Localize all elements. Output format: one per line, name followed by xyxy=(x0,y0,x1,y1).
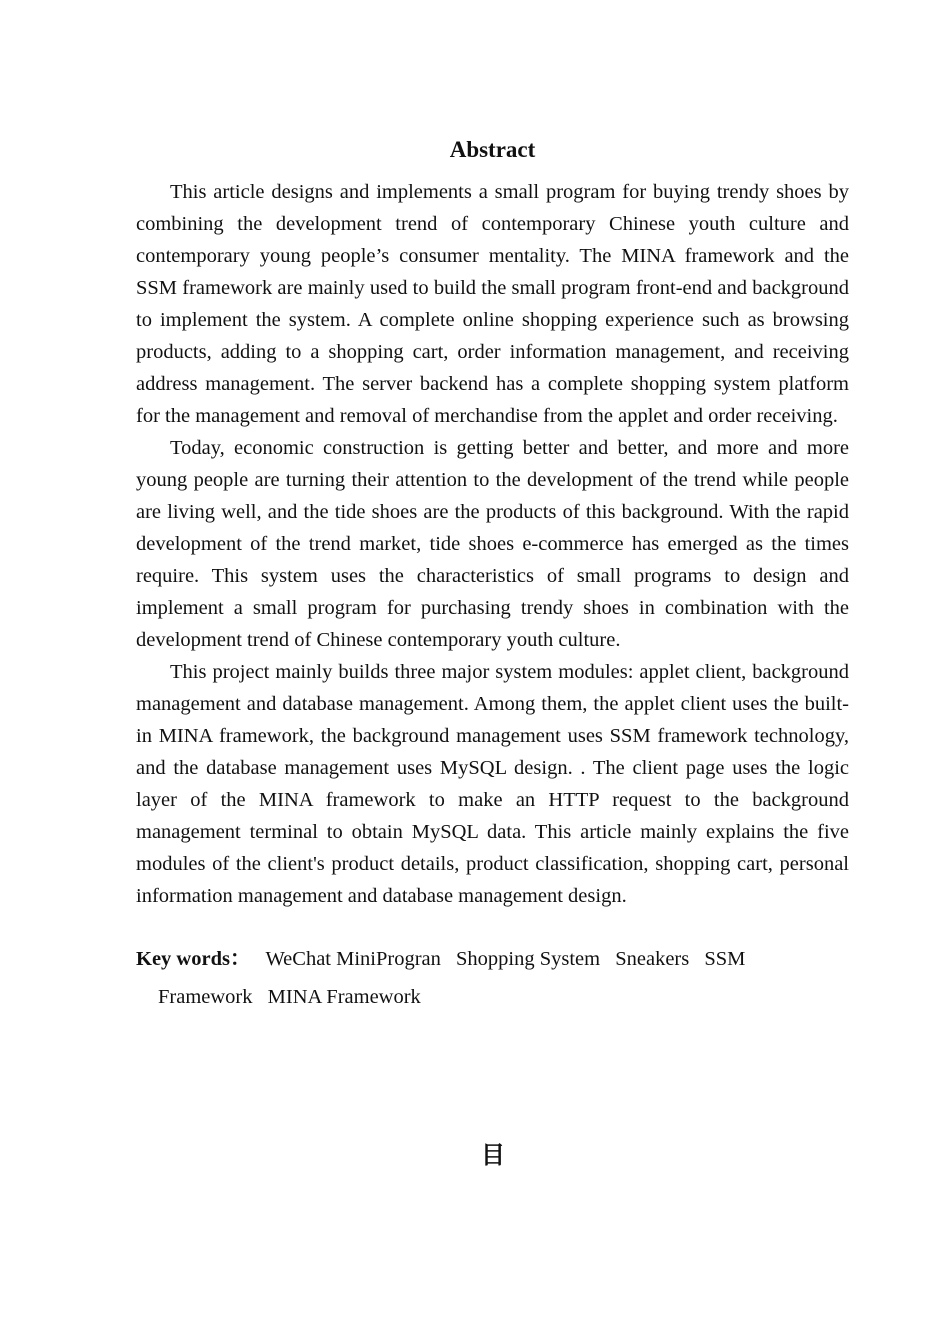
abstract-paragraph: Today, economic construction is getting better and better, and more and more young people are turning their attention to the development of the trend while people are living well, and the tide shoes are the products of this background. With the rapid development of the trend market, tide shoes e-commerce has emerged as the times require. This system uses the characteristics of small programs to design and implement a small program for purchasing trendy shoes in combination with the development trend of Chinese contemporary youth culture. xyxy=(136,437,849,651)
keywords-line xyxy=(136,940,849,1016)
abstract-title: Abstract xyxy=(449,137,536,162)
keyword: Shopping System xyxy=(456,948,601,970)
keywords-label: Key words： xyxy=(136,948,251,970)
keyword: Sneakers xyxy=(615,948,690,970)
keyword: SSM Framework xyxy=(158,948,746,1008)
keyword: MINA Framework xyxy=(267,986,421,1008)
keyword: WeChat MiniProgran xyxy=(265,948,441,970)
document-page xyxy=(136,136,849,1016)
abstract-paragraph: This article designs and implements a small program for buying trendy shoes by combining the development trend of contemporary Chinese youth culture and contemporary young people’s consumer mentality. The MINA framework and the SSM framework are mainly used to build the small program front-end and background to implement the system. A complete online shopping experience such as browsing products, adding to a shopping cart, order information management, and receiving address management. The server backend has a complete shopping system platform for the management and removal of merchandise from the applet and order receiving. xyxy=(136,181,849,427)
abstract-paragraph: This project mainly builds three major system modules: applet client, background management and database management. Among them, the applet client uses the built-in MINA framework, the background management uses SSM framework technology, and the database management uses MySQL design. . The client page uses the logic layer of the MINA framework to make an HTTP request to the background management terminal to obtain MySQL data. This article mainly explains the five modules of the client's product details, product classification, shopping cart, personal information management and database management design. xyxy=(136,661,849,907)
toc-title: 目 xyxy=(481,1141,505,1169)
